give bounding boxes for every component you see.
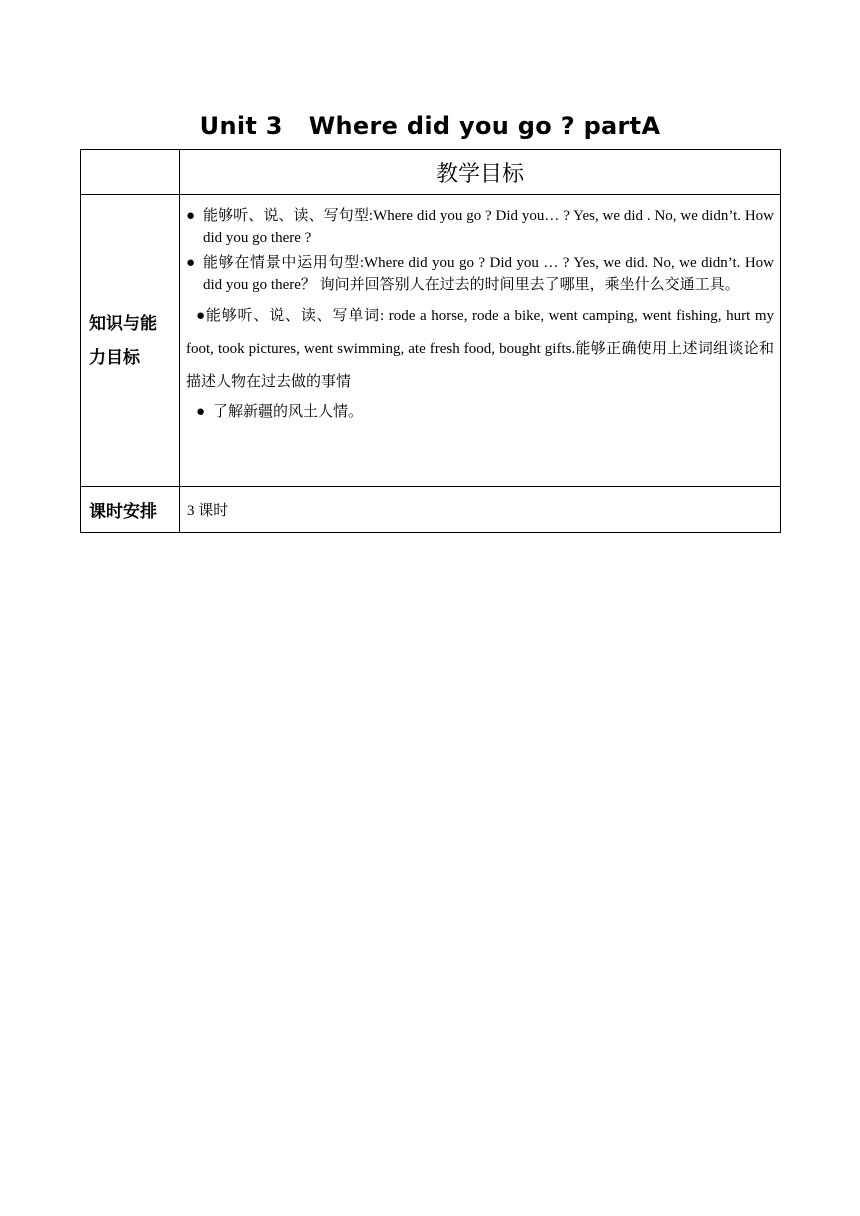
table-header-row [81,150,781,195]
goal-item [186,401,774,423]
schedule-value: 3 课时 [180,487,781,533]
bullet-icon: ● [196,404,206,420]
goal-item [186,300,774,399]
header-empty-cell [81,150,180,195]
goal-text: 能够听、说、读、写句型:Where did you go ? Did you… ? Yes, we did . No, we didn’t. How did you go there ? [203,208,774,246]
teaching-goals-heading: 教学目标 [180,150,781,195]
bullet-icon: ● [186,208,196,224]
goal-text: 了解新疆的风土人情。 [213,404,364,420]
bullet-icon: ● [186,255,196,271]
bullet-icon: ● [196,308,206,324]
page-title: Unit 3 Where did you go ? partA [199,112,661,140]
goal-text: 能够在情景中运用句型:Where did you go ? Did you … ? Yes, we did. No, we didn’t. How did you go there？ 询问并回答别人在过去的时间里去了哪里，乘坐什么交通工具。 [203,255,774,293]
lesson-plan-table [80,149,781,533]
goal-item [186,205,774,249]
goals-content [180,195,781,487]
goal-item [186,252,774,296]
goals-label: 知识与能力目标 [81,195,180,487]
schedule-row [81,487,781,533]
schedule-label: 课时安排 [81,487,180,533]
goals-row [81,195,781,487]
goal-text: 能够听、说、读、写单词: rode a horse, rode a bike, went camping, went fishing, hurt my foot, took pictures, went swimming, ate fresh food, bought gifts.能够正确使用上述词组谈论和描述人物在过去做的事情 [186,308,774,390]
